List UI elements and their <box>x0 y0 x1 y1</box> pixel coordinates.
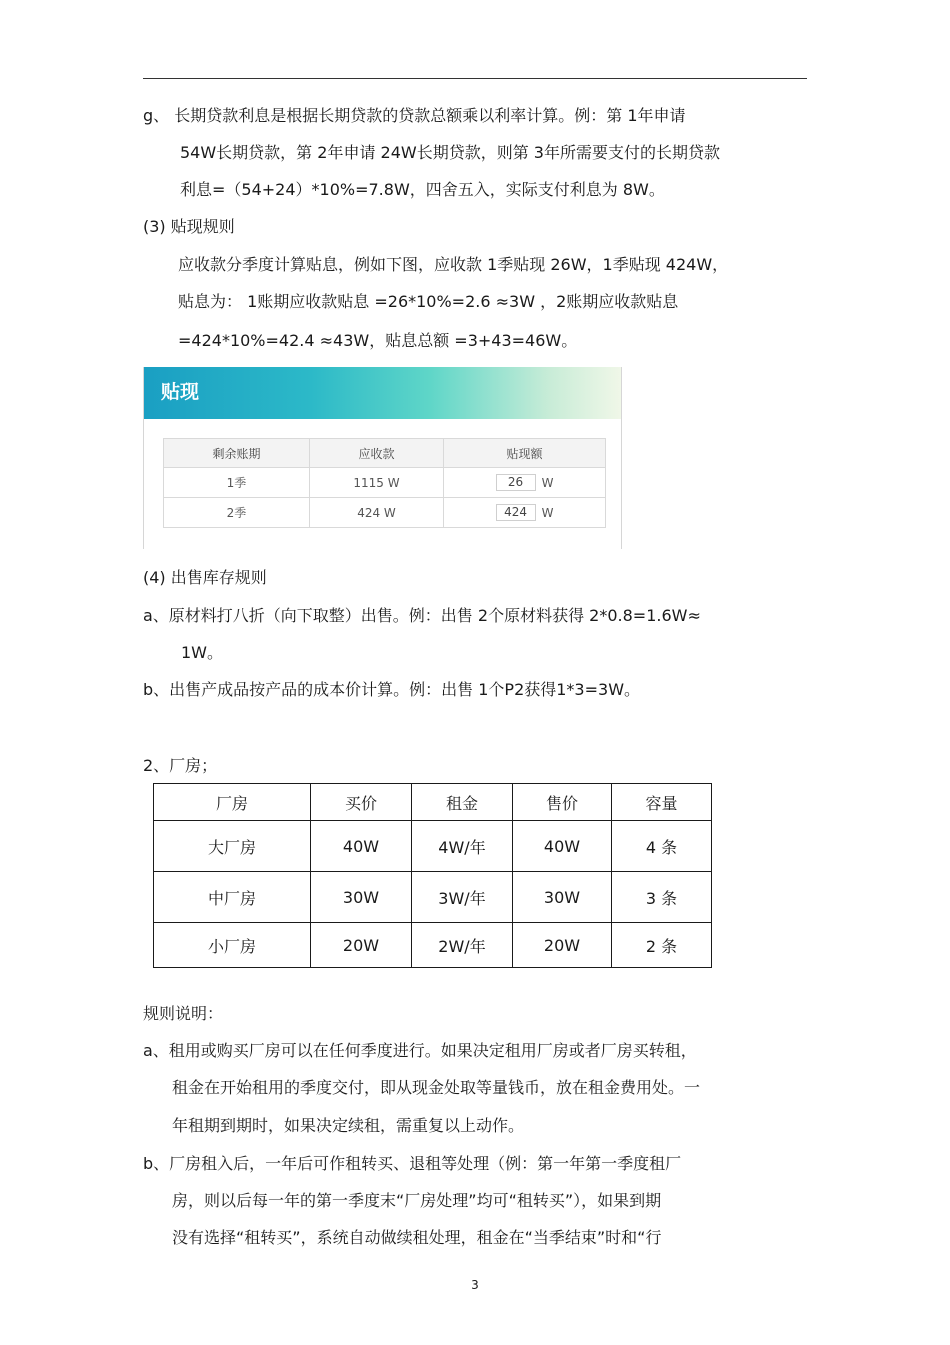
header-cell: 租金 <box>412 784 513 821</box>
discount-cell <box>444 498 606 528</box>
table-cell: 40W <box>513 821 612 872</box>
table-cell: 30W <box>311 872 412 923</box>
table-cell: 大厂房 <box>154 821 311 872</box>
paragraph-line: 应收款分季度计算贴息，例如下图，应收款 1季贴现 26W，1季贴现 424W， <box>178 255 729 274</box>
table-cell: 20W <box>513 923 612 968</box>
page-number: 3 <box>471 1278 479 1292</box>
table-cell: 3 条 <box>612 872 712 923</box>
panel-title: 贴现 <box>161 381 200 403</box>
period-cell: 2季 <box>164 498 310 528</box>
table-header-row <box>154 784 712 821</box>
section-heading: 规则说明： <box>143 1004 224 1023</box>
panel-header <box>144 367 621 419</box>
discount-table <box>163 438 606 528</box>
table-cell: 3W/年 <box>412 872 513 923</box>
header-cell: 应收款 <box>310 439 444 468</box>
table-cell: 小厂房 <box>154 923 311 968</box>
discount-cell <box>444 468 606 498</box>
table-cell: 30W <box>513 872 612 923</box>
period-cell: 1季 <box>164 468 310 498</box>
header-cell: 售价 <box>513 784 612 821</box>
header-cell: 买价 <box>311 784 412 821</box>
paragraph-line: a、原材料打八折（向下取整）出售。例：出售 2个原材料获得 2*0.8=1.6W≈ <box>143 606 701 625</box>
paragraph-line: 年租期到期时，如果决定续租，需重复以上动作。 <box>172 1116 525 1135</box>
paragraph-line: 1W。 <box>181 643 224 662</box>
receivable-cell: 1115 W <box>310 468 444 498</box>
receivable-cell: 424 W <box>310 498 444 528</box>
table-cell: 4W/年 <box>412 821 513 872</box>
paragraph-line: 54W长期贷款，第 2年申请 24W长期贷款，则第 3年所需要支付的长期贷款 <box>180 143 720 162</box>
section-heading: (4) 出售库存规则 <box>143 568 267 587</box>
paragraph-line: g、 长期贷款利息是根据长期贷款的贷款总额乘以利率计算。例：第 1年申请 <box>143 106 686 125</box>
section-heading: (3) 贴现规则 <box>143 217 235 236</box>
paragraph-line: =424*10%=42.4 ≈43W，贴息总额 =3+43=46W。 <box>178 331 578 350</box>
paragraph-line: b、厂房租入后，一年后可作租转买、退租等处理（例：第一年第一季度租厂 <box>143 1154 682 1173</box>
table-cell: 2 条 <box>612 923 712 968</box>
table-row <box>164 498 606 528</box>
paragraph-line: 没有选择“租转买”，系统自动做续租处理，租金在“当季结束”时和“行 <box>172 1228 662 1247</box>
table-cell: 40W <box>311 821 412 872</box>
paragraph-line: 利息=（54+24）*10%=7.8W，四舍五入，实际支付利息为 8W。 <box>180 180 665 199</box>
header-rule <box>143 78 807 79</box>
table-cell: 4 条 <box>612 821 712 872</box>
paragraph-line: 贴息为： 1账期应收款贴息 =26*10%=2.6 ≈3W ，2账期应收款贴息 <box>178 292 679 311</box>
header-cell: 剩余账期 <box>164 439 310 468</box>
table-cell: 中厂房 <box>154 872 311 923</box>
table-row <box>164 468 606 498</box>
table-row <box>154 821 712 872</box>
unit-label: W <box>541 505 554 520</box>
paragraph-line: 租金在开始租用的季度交付，即从现金处取等量钱币，放在租金费用处。一 <box>172 1078 701 1097</box>
header-cell: 容量 <box>612 784 712 821</box>
section-heading: 2、厂房； <box>143 756 218 775</box>
unit-label: W <box>541 475 554 490</box>
table-cell: 2W/年 <box>412 923 513 968</box>
discount-screenshot-panel <box>143 367 622 549</box>
header-cell: 厂房 <box>154 784 311 821</box>
paragraph-line: 房，则以后每一年的第一季度末“厂房处理”均可“租转买”），如果到期 <box>172 1191 662 1210</box>
discount-input[interactable]: 26 <box>496 474 536 491</box>
table-header-row <box>164 439 606 468</box>
header-cell: 贴现额 <box>444 439 606 468</box>
paragraph-line: b、出售产成品按产品的成本价计算。例：出售 1个P2获得1*3=3W。 <box>143 680 641 699</box>
table-row <box>154 872 712 923</box>
table-row <box>154 923 712 968</box>
discount-input[interactable]: 424 <box>496 504 536 521</box>
paragraph-line: a、租用或购买厂房可以在任何季度进行。如果决定租用厂房或者厂房买转租， <box>143 1041 697 1060</box>
factory-table <box>153 783 712 968</box>
table-cell: 20W <box>311 923 412 968</box>
